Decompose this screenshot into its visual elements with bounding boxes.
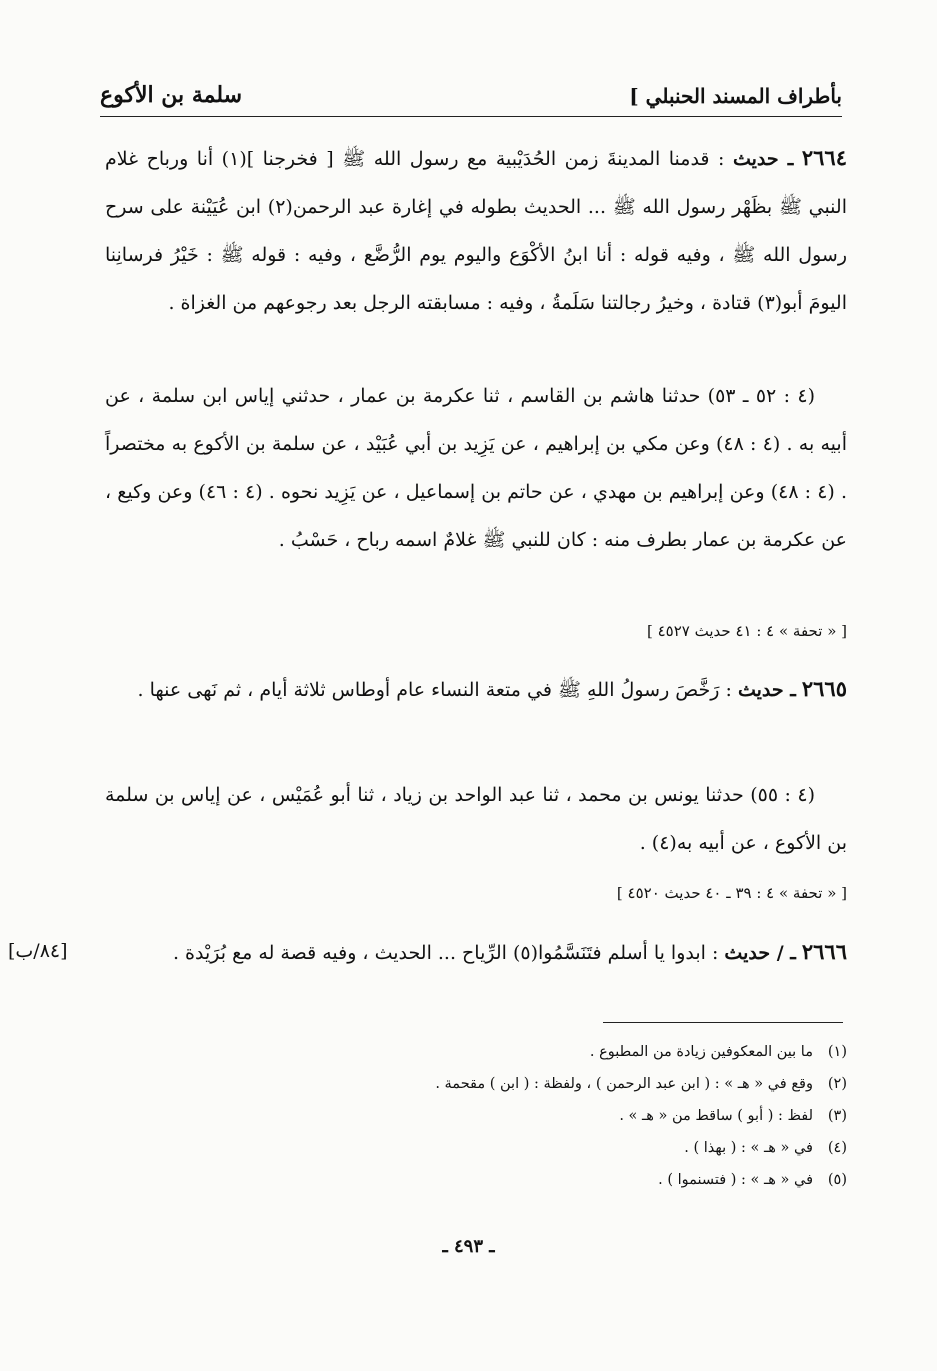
footnote-separator — [603, 1022, 843, 1023]
hadith-number: ٢٦٦٦ — [801, 939, 847, 964]
section-title: سلمة بن الأكوع — [100, 82, 243, 108]
hadith-entry-2665: ٢٦٦٥ ـ حديث : رَخَّصَ رسولُ اللهِ ﷺ في متعة النساء عام أوطاس ثلاثة أيام ، ثم نَهى عنها . — [137, 676, 847, 701]
tuhfa-reference-2665: [ « تحفة » ٤ : ٣٩ ـ ٤٠ حديث ٤٥٢٠ ] — [616, 884, 847, 902]
isnad-paragraph-2665: (٤ : ٥٥) حدثنا يونس بن محمد ، ثنا عبد الواحد بن زياد ، ثنا أبو عُمَيْس ، عن إياس بن سلمة بن الأكوع ، عن أبيه به(٤) . — [105, 784, 847, 854]
hadith-entry-2664: ٢٦٦٤ ـ حديث : قدمنا المدينةَ زمن الحُدَيْبية مع رسول الله ﷺ [ فخرجنا ](١) أنا ورباح غلام النبي ﷺ بظَهْر رسول الله ﷺ ... الحديث بطوله في إغارة عبد الرحمن(٢) ابن عُيَيْنة على سرح رسول الله ﷺ ، وفيه قوله : أنا ابنُ الأكْوَع واليوم يوم الرُّضَّع ، وفيه : قوله ﷺ : خَيْرُ فرسانِنا اليومَ أبو(٣) قتادة ، وخيرُ رجالتنا سَلَمةُ ، وفيه : مسابقته الرجل بعد رجوعهم من الغزاة . — [105, 145, 847, 314]
hadith-entry-2666: ٢٦٦٦ ـ / حديث : ابدوا يا أسلم فتَنَسَّمُوا(٥) الرِّياح ... الحديث ، وفيه قصة له مع بُرَيْدة . — [172, 939, 847, 964]
footnote: (٢)وقع في « هـ » : ( ابن عبد الرحمن ) ، ولفظة : ( ابن ) مقحمة . — [435, 1076, 847, 1092]
hadith-text: : رَخَّصَ رسولُ اللهِ ﷺ في متعة النساء عام أوطاس ثلاثة أيام ، ثم نَهى عنها . — [137, 679, 732, 701]
hadith-text: : ابدوا يا أسلم فتَنَسَّمُوا(٥) الرِّياح ... الحديث ، وفيه قصة له مع بُرَيْدة . — [172, 942, 719, 964]
tuhfa-reference-2664: [ « تحفة » ٤ : ٤١ حديث ٤٥٢٧ ] — [646, 622, 847, 640]
footnotes — [287, 1036, 847, 1196]
footnote: (٣)لفظ : ( أبو ) ساقط من « هـ » . — [619, 1108, 847, 1124]
margin-note: [٨٤/ب] — [8, 940, 68, 962]
hadith-label: حديث — [737, 679, 784, 701]
footnote: (٤)في « هـ » : ( بهذا ) . — [684, 1140, 847, 1156]
hadith-text: : قدمنا المدينةَ زمن الحُدَيْبية مع رسول الله ﷺ [ فخرجنا ](١) أنا ورباح غلام النبي ﷺ بظَهْر رسول الله ﷺ ... الحديث بطوله في إغارة عبد الرحمن(٢) ابن عُيَيْنة على سرح رسول الله ﷺ ، وفيه قوله : أنا ابنُ الأكْوَع واليوم يوم الرُّضَّع ، وفيه : قوله ﷺ : خَيْرُ فرسانِنا اليومَ أبو(٣) قتادة ، وخيرُ رجالتنا سَلَمةُ ، وفيه : مسابقته الرجل بعد رجوعهم من الغزاة . — [105, 148, 847, 314]
running-header — [100, 80, 842, 117]
hadith-number: ٢٦٦٥ — [801, 676, 847, 701]
footnote: (١)ما بين المعكوفين زيادة من المطبوع . — [589, 1044, 847, 1060]
hadith-label: / حديث — [724, 942, 784, 964]
hadith-label: حديث — [732, 148, 779, 170]
footnote: (٥)في « هـ » : ( فتسنموا ) . — [658, 1172, 847, 1188]
book-title: بأطراف المسند الحنبلي ] — [629, 84, 842, 108]
isnad-paragraph-2664: (٤ : ٥٢ ـ ٥٣) حدثنا هاشم بن القاسم ، ثنا عكرمة بن عمار ، حدثني إياس ابن سلمة ، عن أبيه به . (٤ : ٤٨) وعن مكي بن إبراهيم ، عن يَزِيد بن أبي عُبَيْد ، عن سلمة بن الأكوع به مختصراً . (٤ : ٤٨) وعن إبراهيم بن مهدي ، عن حاتم بن إسماعيل ، عن يَزِيد نحوه . (٤ : ٤٦) وعن وكيع ، عن عكرمة بن عمار بطرف منه : كان للنبي ﷺ غلامٌ اسمه رباح ، حَسْبُ . — [105, 385, 847, 551]
page-number: ـ ٤٩٣ ـ — [442, 1236, 495, 1257]
hadith-number: ٢٦٦٤ — [801, 145, 847, 170]
